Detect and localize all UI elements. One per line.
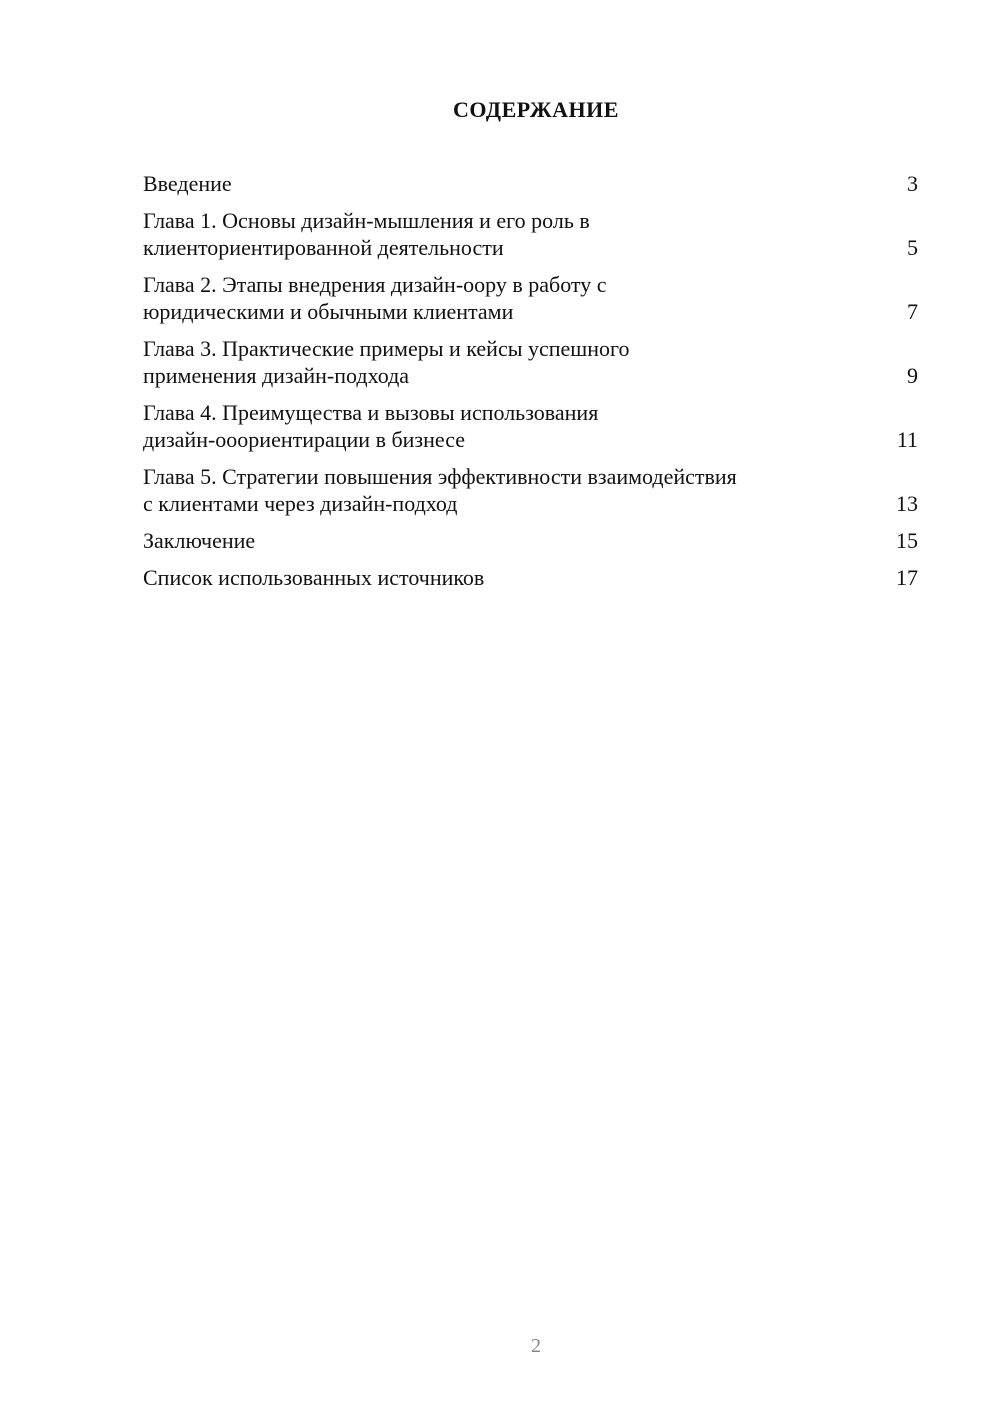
toc-entry-chapter-4[interactable] [143,399,918,453]
toc-entry-line: юридическими и обычными клиентами [143,299,514,324]
toc-entry-text [143,399,598,453]
toc-entry-line: Глава 1. Основы дизайн-мышления и его роль в [143,208,590,233]
toc-entry-line: клиенториентированной деятельности [143,235,504,260]
toc-entry-page: 11 [896,427,918,452]
toc-entry-chapter-1[interactable] [143,207,918,261]
toc-entry-text: Список использованных источников [143,565,485,590]
toc-entry-line: Глава 3. Практические примеры и кейсы успешного [143,336,630,361]
toc-entry-text [143,463,737,517]
toc-title: СОДЕРЖАНИЕ [453,97,619,122]
toc-entry-line: дизайн-ооориентирации в бизнесе [143,427,466,452]
page-number: 2 [531,1335,541,1357]
toc-entry-line: Глава 2. Этапы внедрения дизайн-оору в работу с [143,272,607,297]
toc-entry-introduction[interactable] [143,170,918,197]
toc-entry-page: 15 [896,528,918,553]
toc-entry-text: Введение [143,171,232,196]
toc-entry-line: Глава 5. Стратегии повышения эффективности взаимодействия [143,464,737,489]
toc-entry-conclusion[interactable] [143,527,918,554]
toc-entry-page: 7 [907,299,918,324]
toc-entry-page: 5 [907,235,918,260]
toc-entry-line: Глава 4. Преимущества и вызовы использования [143,400,599,425]
toc-entry-chapter-5[interactable] [143,463,918,517]
toc-entry-line: с клиентами через дизайн-подход [143,491,458,516]
toc-entry-references[interactable] [143,564,918,591]
toc-entry-page: 13 [896,491,918,516]
toc-entry-text [143,271,607,325]
toc-entry-text: Заключение [143,528,256,553]
table-of-contents [143,170,918,601]
toc-entry-text [143,207,590,261]
toc-entry-text [143,335,629,389]
toc-entry-page: 9 [907,363,918,388]
toc-entry-page: 3 [907,171,918,196]
toc-entry-chapter-2[interactable] [143,271,918,325]
toc-entry-page: 17 [896,565,918,590]
toc-entry-line: применения дизайн-подхода [143,363,410,388]
toc-entry-chapter-3[interactable] [143,335,918,389]
